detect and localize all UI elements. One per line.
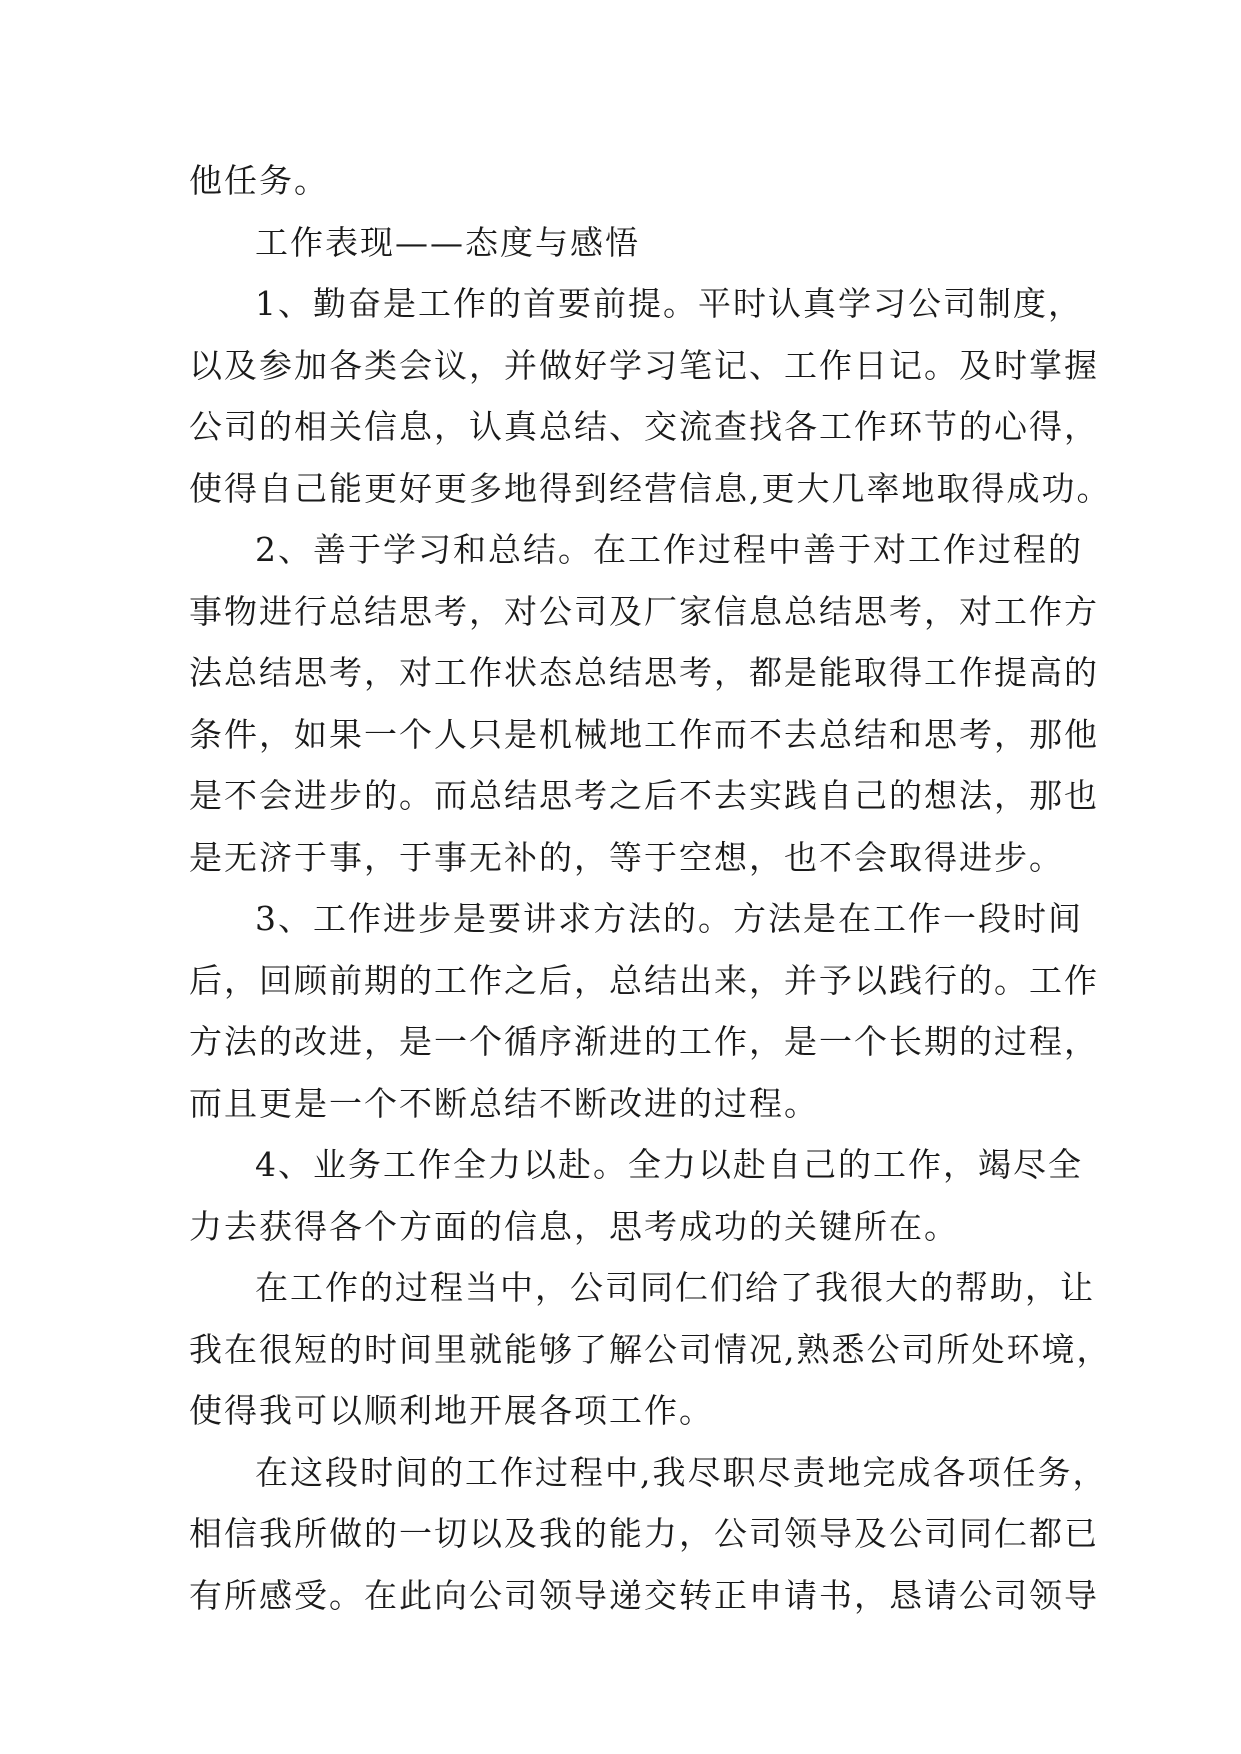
text-line: 是不会进步的。而总结思考之后不去实践自己的想法，那也 — [189, 776, 1099, 815]
text-line: 方法的改进，是一个循序渐进的工作，是一个长期的过程， — [189, 1022, 1099, 1061]
text-line: 事物进行总结思考，对公司及厂家信息总结思考，对工作方 — [189, 591, 1099, 631]
text-line: 公司的相关信息，认真总结、交流查找各工作环节的心得， — [189, 407, 1099, 446]
document-body — [189, 150, 1112, 1626]
text-line: 是无济于事，于事无补的，等于空想，也不会取得进步。 — [189, 837, 1064, 877]
text-line: 力去获得各个方面的信息，思考成功的关键所在。 — [189, 1206, 959, 1246]
text-line: 4、业务工作全力以赴。全力以赴自己的工作，竭尽全 — [255, 1145, 1083, 1184]
text-line: 他任务。 — [189, 161, 329, 200]
section-heading: 工作表现——态度与感悟 — [255, 222, 640, 262]
text-line: 2、善于学习和总结。在工作过程中善于对工作过程的 — [255, 530, 1083, 569]
text-line: 在这段时间的工作过程中,我尽职尽责地完成各项任务， — [255, 1452, 1108, 1492]
text-line: 而且更是一个不断总结不断改进的过程。 — [189, 1083, 819, 1123]
text-line: 后，回顾前期的工作之后，总结出来，并予以践行的。工作 — [189, 960, 1099, 1000]
text-line: 以及参加各类会议，并做好学习笔记、工作日记。及时掌握 — [189, 345, 1099, 385]
text-line: 3、工作进步是要讲求方法的。方法是在工作一段时间 — [255, 899, 1083, 938]
text-line: 条件，如果一个人只是机械地工作而不去总结和思考，那他 — [189, 714, 1099, 754]
text-line: 相信我所做的一切以及我的能力，公司领导及公司同仁都已 — [189, 1514, 1099, 1553]
text-line: 使得自己能更好更多地得到经营信息,更大几率地取得成功。 — [189, 468, 1112, 508]
text-line: 我在很短的时间里就能够了解公司情况,熟悉公司所处环境， — [189, 1329, 1112, 1369]
text-line: 在工作的过程当中，公司同仁们给了我很大的帮助，让 — [255, 1268, 1095, 1307]
text-line: 法总结思考，对工作状态总结思考，都是能取得工作提高的 — [189, 653, 1099, 692]
text-line: 使得我可以顺利地开展各项工作。 — [189, 1391, 714, 1430]
text-line: 有所感受。在此向公司领导递交转正申请书，恳请公司领导 — [189, 1575, 1099, 1615]
text-line: 1、勤奋是工作的首要前提。平时认真学习公司制度， — [255, 284, 1083, 323]
